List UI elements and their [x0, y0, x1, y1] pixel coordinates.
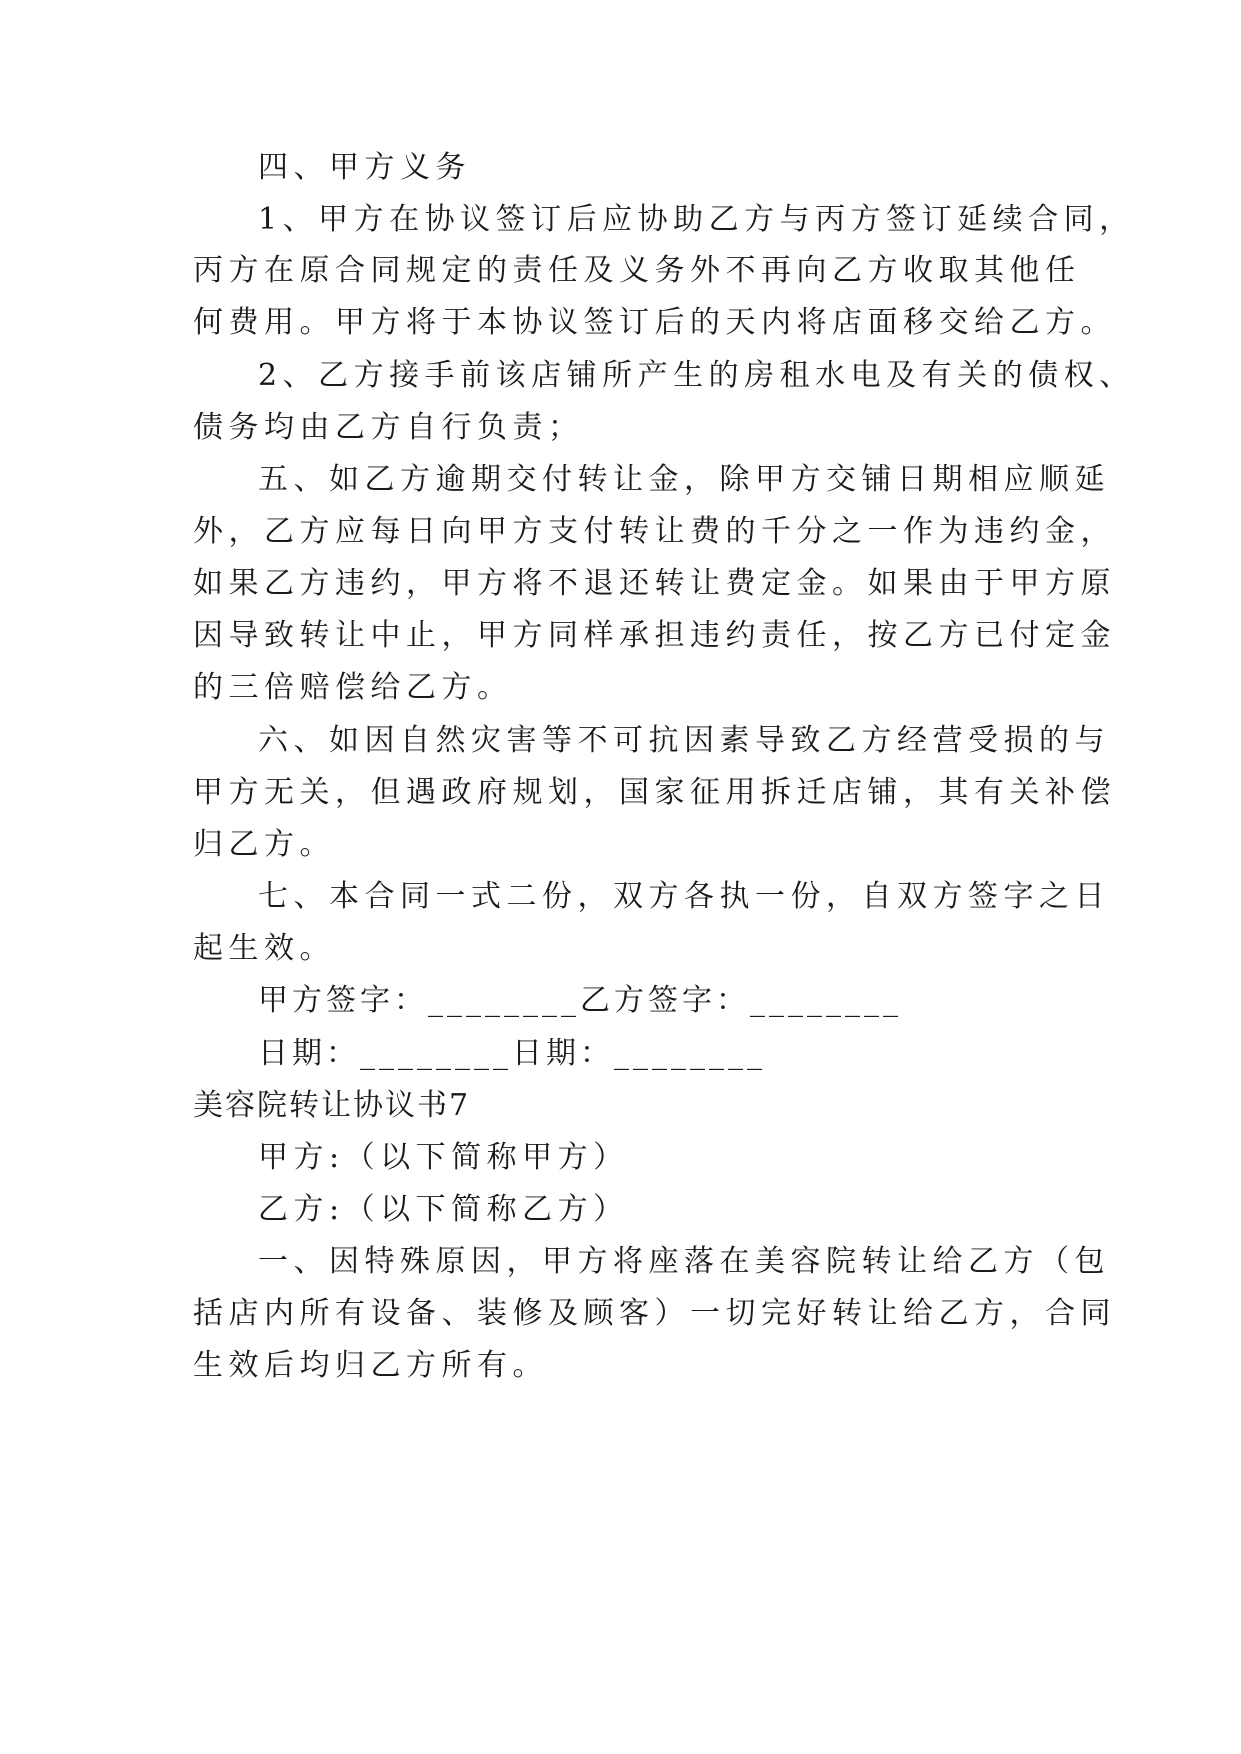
paragraph-line: 丙方在原合同规定的责任及义务外不再向乙方收取其他任 [193, 253, 1081, 288]
section-heading-4: 四、甲方义务 [258, 150, 471, 185]
paragraph-line: 生效后均归乙方所有。 [193, 1348, 548, 1383]
paragraph-line: 甲方无关，但遇政府规划，国家征用拆迁店铺，其有关补偿 [193, 775, 1116, 810]
signature-line: 甲方签字：________乙方签字：________ [258, 983, 902, 1018]
party-a-line: 甲方:（以下简称甲方） [258, 1140, 629, 1175]
paragraph-line: 2、乙方接手前该店铺所产生的房租水电及有关的债权、 [258, 358, 1135, 393]
paragraph-line: 外，乙方应每日向甲方支付转让费的千分之一作为违约金， [193, 514, 1116, 549]
paragraph-line: 何费用。甲方将于本协议签订后的天内将店面移交给乙方。 [193, 305, 1116, 340]
paragraph-line: 如果乙方违约，甲方将不退还转让费定金。如果由于甲方原 [193, 566, 1116, 601]
paragraph-line: 1、甲方在协议签订后应协助乙方与丙方签订延续合同， [258, 202, 1135, 237]
paragraph-line: 的三倍赔偿给乙方。 [193, 670, 513, 705]
date-line: 日期：________日期：________ [258, 1036, 766, 1071]
paragraph-line: 债务均由乙方自行负责； [193, 410, 584, 445]
section-heading-5: 五、如乙方逾期交付转让金，除甲方交铺日期相应顺延 [258, 462, 1110, 497]
paragraph-line: 括店内所有设备、装修及顾客）一切完好转让给乙方，合同 [193, 1296, 1116, 1331]
paragraph-line: 起生效。 [193, 931, 335, 966]
section-heading-7: 七、本合同一式二份，双方各执一份，自双方签字之日 [258, 879, 1110, 914]
agreement-title: 美容院转让协议书7 [193, 1088, 471, 1123]
party-b-line: 乙方:（以下简称乙方） [258, 1192, 629, 1227]
section-heading-1: 一、因特殊原因，甲方将座落在美容院转让给乙方（包 [258, 1244, 1110, 1279]
paragraph-line: 因导致转让中止，甲方同样承担违约责任，按乙方已付定金 [193, 618, 1116, 653]
section-heading-6: 六、如因自然灾害等不可抗因素导致乙方经营受损的与 [258, 723, 1110, 758]
paragraph-line: 归乙方。 [193, 827, 335, 862]
